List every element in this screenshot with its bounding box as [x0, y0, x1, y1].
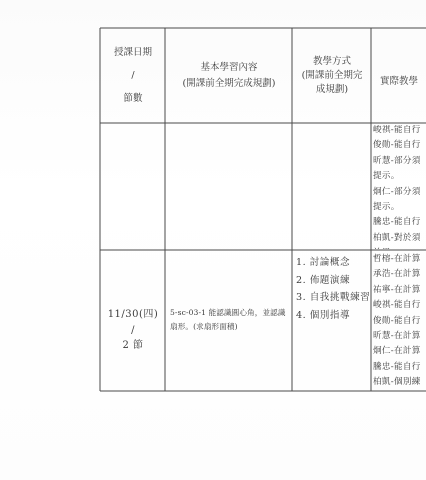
row2-note: 哲榕-在計算	[373, 254, 421, 264]
row1-note: 柏凱-對於須	[373, 232, 421, 243]
row2-note: 柏凱-個別練	[373, 377, 421, 388]
header-actual-teaching	[372, 29, 426, 123]
row2-content-line-2: 扇形。(求扇形面積)	[170, 322, 238, 331]
row2-method-item: 3. 自我挑戰練習	[296, 292, 371, 303]
row2-content	[168, 251, 292, 391]
row1-note: 昕慧-部分須	[373, 155, 421, 166]
header-date-periods	[101, 29, 165, 123]
row2-date: 11/30(四)	[107, 308, 159, 320]
row1-note: 俊勛-能自行	[373, 140, 421, 151]
header-periods-label: 節數	[123, 93, 143, 104]
header-content-subtitle: (開課前全期完成規劃)	[182, 78, 276, 89]
row1-note: 炯仁-部分須	[373, 186, 421, 197]
header-method	[293, 29, 371, 123]
row2-note: 炯仁-在計算	[373, 346, 421, 357]
row2-note: 承浩-在計算	[373, 269, 421, 280]
row1-note: 提示。	[373, 201, 400, 212]
row2-method-item: 1. 討論概念	[296, 257, 351, 268]
row2-slash: /	[131, 324, 135, 336]
row2-content-line-1: 5-sc-03-1 能認識圓心角，並認識	[170, 308, 286, 317]
row1-notes	[373, 125, 426, 249]
row2-method-item: 4. 個別指導	[296, 309, 351, 321]
header-slash: /	[131, 70, 135, 81]
row1-note: 提示。	[373, 171, 400, 182]
header-content-title: 基本學習內容	[200, 62, 258, 73]
row1-note	[373, 246, 426, 249]
row2-method-item: 2. 佈題演練	[296, 274, 351, 286]
header-actual-label: 實際教學	[380, 76, 419, 87]
row2-periods: 2 節	[122, 339, 144, 351]
row1-note: 峻祺-能自行	[373, 125, 421, 135]
row2-note: 峻祺-能自行	[373, 300, 421, 311]
row2-note: 騰忠-能自行	[373, 361, 421, 372]
row2-date-periods	[101, 251, 165, 391]
header-date-label: 授課日期	[113, 47, 152, 58]
header-method-title: 教學方式	[312, 56, 351, 67]
row1-note: 騰忠-能自行	[373, 217, 421, 228]
row2-note: 昕慧-在計算	[373, 330, 421, 341]
header-content	[166, 29, 292, 123]
row2-note: 祐寧-在計算	[373, 284, 421, 295]
row2-methods	[296, 254, 371, 374]
row2-notes	[373, 252, 426, 390]
header-method-subtitle-2: 成規劃)	[315, 84, 349, 95]
header-method-subtitle-1: (開課前全期完	[301, 70, 363, 81]
row2-note: 俊勛-能自行	[373, 315, 421, 326]
